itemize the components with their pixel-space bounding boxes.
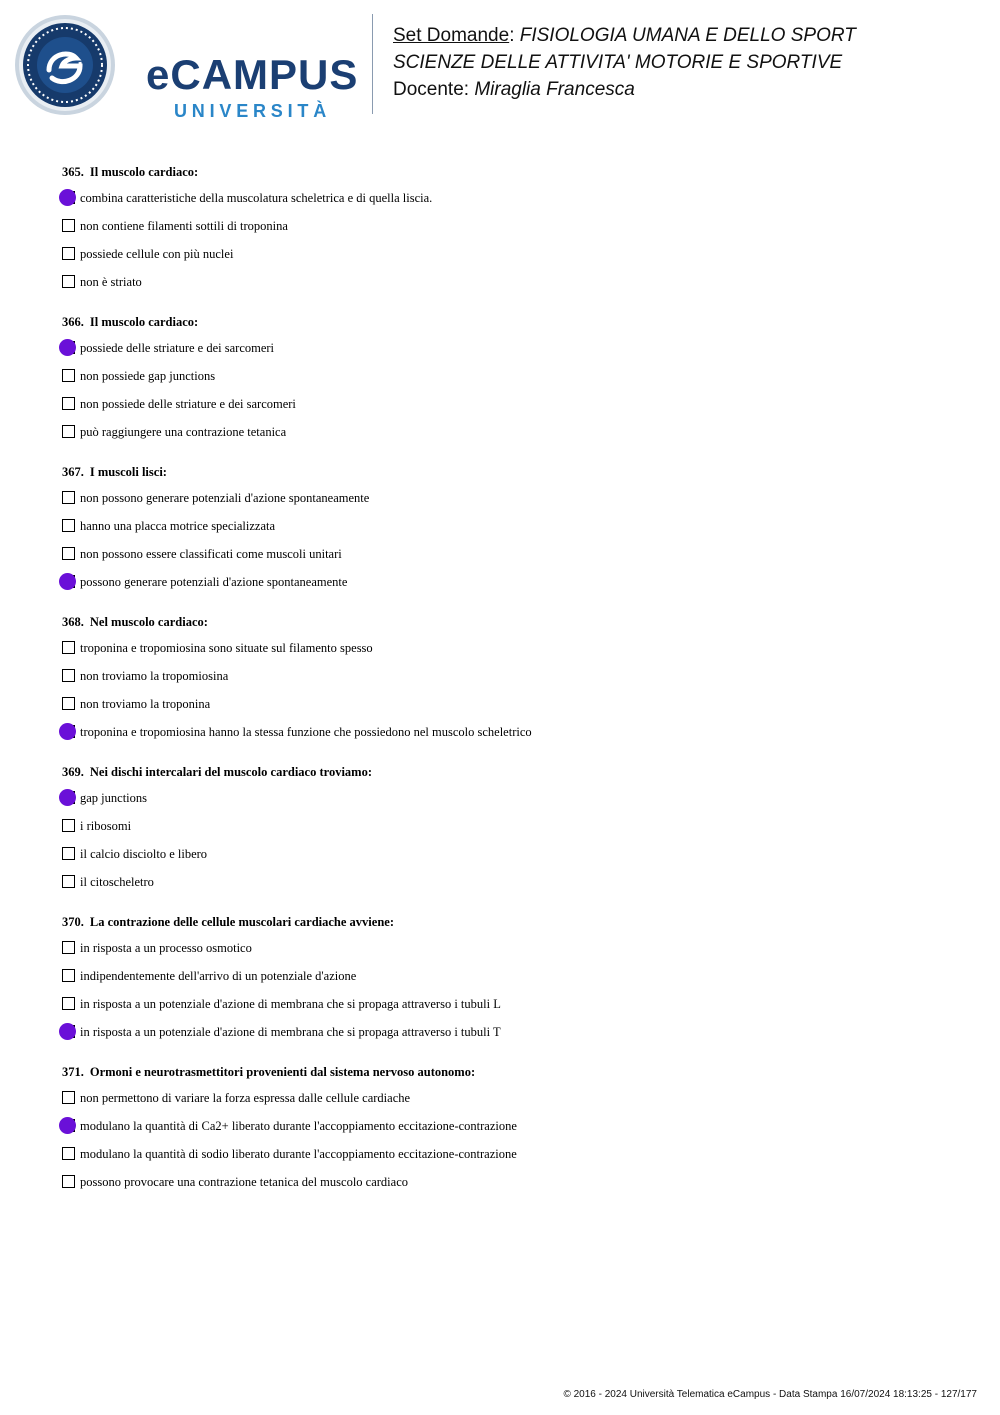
question-text: I muscoli lisci: (89, 465, 167, 479)
answer-text: non è striato (80, 275, 142, 289)
answer-option[interactable] (62, 690, 962, 718)
question-block (62, 760, 962, 896)
answer-text: il citoscheletro (80, 875, 154, 889)
set-label: Set Domande (393, 25, 510, 46)
teacher-label: Docente: (393, 79, 470, 100)
answer-option[interactable] (62, 240, 962, 268)
answer-option[interactable] (62, 362, 962, 390)
answer-option[interactable] (62, 784, 962, 812)
answer-text: non permettono di variare la forza espressa dalle cellule cardiache (80, 1091, 411, 1105)
question-title (62, 910, 962, 934)
selected-answer-mark (59, 573, 76, 590)
selected-answer-mark (59, 789, 76, 806)
question-number: 365. (62, 165, 84, 179)
question-block (62, 910, 962, 1046)
answer-text: hanno una placca motrice specializzata (80, 519, 276, 533)
answer-option[interactable] (62, 1140, 962, 1168)
answer-checkbox[interactable] (62, 997, 75, 1010)
question-title (62, 160, 962, 184)
answer-text: possono generare potenziali d'azione spontaneamente (80, 575, 348, 589)
answer-option[interactable] (62, 484, 962, 512)
question-title (62, 460, 962, 484)
answer-checkbox[interactable] (62, 369, 75, 382)
ecampus-seal-icon (14, 14, 116, 116)
answer-checkbox[interactable] (62, 1175, 75, 1188)
header-divider (372, 14, 373, 114)
selected-answer-mark (59, 1117, 76, 1134)
answer-text: possono provocare una contrazione tetanica del muscolo cardiaco (80, 1175, 408, 1189)
answer-text: non troviamo la troponina (80, 697, 211, 711)
answer-checkbox[interactable] (62, 969, 75, 982)
question-title (62, 1060, 962, 1084)
answer-checkbox[interactable] (62, 941, 75, 954)
question-list (62, 160, 962, 1210)
answer-checkbox[interactable] (62, 1091, 75, 1104)
answer-text: indipendentemente dell'arrivo di un potenziale d'azione (80, 969, 357, 983)
answer-checkbox[interactable] (62, 1147, 75, 1160)
answer-checkbox[interactable] (62, 519, 75, 532)
answer-option[interactable] (62, 634, 962, 662)
answer-option[interactable] (62, 212, 962, 240)
question-block (62, 1060, 962, 1196)
question-title (62, 310, 962, 334)
answer-option[interactable] (62, 934, 962, 962)
answer-option[interactable] (62, 568, 962, 596)
question-block (62, 160, 962, 296)
answer-text: i ribosomi (80, 819, 132, 833)
answer-option[interactable] (62, 718, 962, 746)
answer-checkbox[interactable] (62, 847, 75, 860)
answer-checkbox[interactable] (62, 669, 75, 682)
question-number: 367. (62, 465, 84, 479)
selected-answer-mark (59, 723, 76, 740)
teacher-name: Miraglia Francesca (474, 79, 635, 100)
answer-option[interactable] (62, 1112, 962, 1140)
question-block (62, 460, 962, 596)
answer-text: combina caratteristiche della muscolatura scheletrica e di quella liscia. (80, 191, 433, 205)
answer-text: possiede cellule con più nuclei (80, 247, 234, 261)
degree-title: SCIENZE DELLE ATTIVITA' MOTORIE E SPORTIVE (393, 52, 843, 73)
answer-text: non contiene filamenti sottili di troponina (80, 219, 288, 233)
answer-text: troponina e tropomiosina hanno la stessa funzione che possiedono nel muscolo scheletrico (80, 725, 532, 739)
answer-checkbox[interactable] (62, 247, 75, 260)
brand-subtitle: UNIVERSITÀ (174, 101, 332, 121)
answer-option[interactable] (62, 1168, 962, 1196)
answer-text: non possiede gap junctions (80, 369, 216, 383)
answer-checkbox[interactable] (62, 819, 75, 832)
question-text: Il muscolo cardiaco: (89, 315, 199, 329)
selected-answer-mark (59, 339, 76, 356)
answer-text: modulano la quantità di Ca2+ liberato durante l'accoppiamento eccitazione-contrazione (80, 1119, 517, 1133)
answer-text: in risposta a un potenziale d'azione di membrana che si propaga attraverso i tubuli T (80, 1025, 501, 1039)
answer-option[interactable] (62, 390, 962, 418)
answer-text: non possiede delle striature e dei sarcomeri (80, 397, 296, 411)
answer-option[interactable] (62, 540, 962, 568)
answer-text: modulano la quantità di sodio liberato durante l'accoppiamento eccitazione-contrazione (80, 1147, 517, 1161)
header-info: Set Domande: FISIOLOGIA UMANA E DELLO SPORT SCIENZE DELLE ATTIVITA' MOTORIE E SPORTIVE Docente: Miraglia Francesca (393, 25, 856, 100)
question-title (62, 610, 962, 634)
question-text: Nei dischi intercalari del muscolo cardiaco troviamo: (89, 765, 373, 779)
answer-checkbox[interactable] (62, 641, 75, 654)
course-title: FISIOLOGIA UMANA E DELLO SPORT (519, 25, 856, 46)
question-number: 368. (62, 615, 84, 629)
answer-option[interactable] (62, 812, 962, 840)
answer-checkbox[interactable] (62, 275, 75, 288)
answer-option[interactable] (62, 334, 962, 362)
answer-text: in risposta a un potenziale d'azione di membrana che si propaga attraverso i tubuli L (80, 997, 501, 1011)
answer-option[interactable] (62, 268, 962, 296)
answer-option[interactable] (62, 1018, 962, 1046)
question-number: 371. (62, 1065, 84, 1079)
answer-checkbox[interactable] (62, 425, 75, 438)
question-text: La contrazione delle cellule muscolari cardiache avviene: (89, 915, 394, 929)
selected-answer-mark (59, 1023, 76, 1040)
answer-option[interactable] (62, 418, 962, 446)
question-number: 370. (62, 915, 84, 929)
brand-wordmark: eCAMPUS (146, 51, 359, 98)
answer-option[interactable] (62, 662, 962, 690)
answer-option[interactable] (62, 868, 962, 896)
answer-option[interactable] (62, 184, 962, 212)
page-footer: © 2016 - 2024 Università Telematica eCampus - Data Stampa 16/07/2024 18:13:25 - 127/177 (563, 1389, 977, 1400)
question-text: Ormoni e neurotrasmettitori provenienti dal sistema nervoso autonomo: (89, 1065, 476, 1079)
answer-checkbox[interactable] (62, 875, 75, 888)
answer-text: gap junctions (80, 791, 148, 805)
answer-option[interactable] (62, 512, 962, 540)
answer-text: può raggiungere una contrazione tetanica (80, 425, 287, 439)
question-text: Nel muscolo cardiaco: (89, 615, 208, 629)
answer-option[interactable] (62, 840, 962, 868)
question-number: 369. (62, 765, 84, 779)
answer-text: in risposta a un processo osmotico (80, 941, 252, 955)
answer-option[interactable] (62, 990, 962, 1018)
answer-checkbox[interactable] (62, 491, 75, 504)
page-header (0, 0, 1000, 130)
answer-checkbox[interactable] (62, 219, 75, 232)
answer-checkbox[interactable] (62, 397, 75, 410)
answer-text: il calcio disciolto e libero (80, 847, 208, 861)
answer-checkbox[interactable] (62, 697, 75, 710)
question-block (62, 310, 962, 446)
answer-text: non possono essere classificati come muscoli unitari (80, 547, 342, 561)
question-block (62, 610, 962, 746)
question-number: 366. (62, 315, 84, 329)
question-text: Il muscolo cardiaco: (89, 165, 199, 179)
selected-answer-mark (59, 189, 76, 206)
answer-text: non possono generare potenziali d'azione spontaneamente (80, 491, 370, 505)
answer-option[interactable] (62, 1084, 962, 1112)
question-title (62, 760, 962, 784)
answer-option[interactable] (62, 962, 962, 990)
ecampus-logo (14, 14, 364, 121)
answer-text: possiede delle striature e dei sarcomeri (80, 341, 275, 355)
answer-text: non troviamo la tropomiosina (80, 669, 229, 683)
answer-checkbox[interactable] (62, 547, 75, 560)
answer-text: troponina e tropomiosina sono situate sul filamento spesso (80, 641, 373, 655)
